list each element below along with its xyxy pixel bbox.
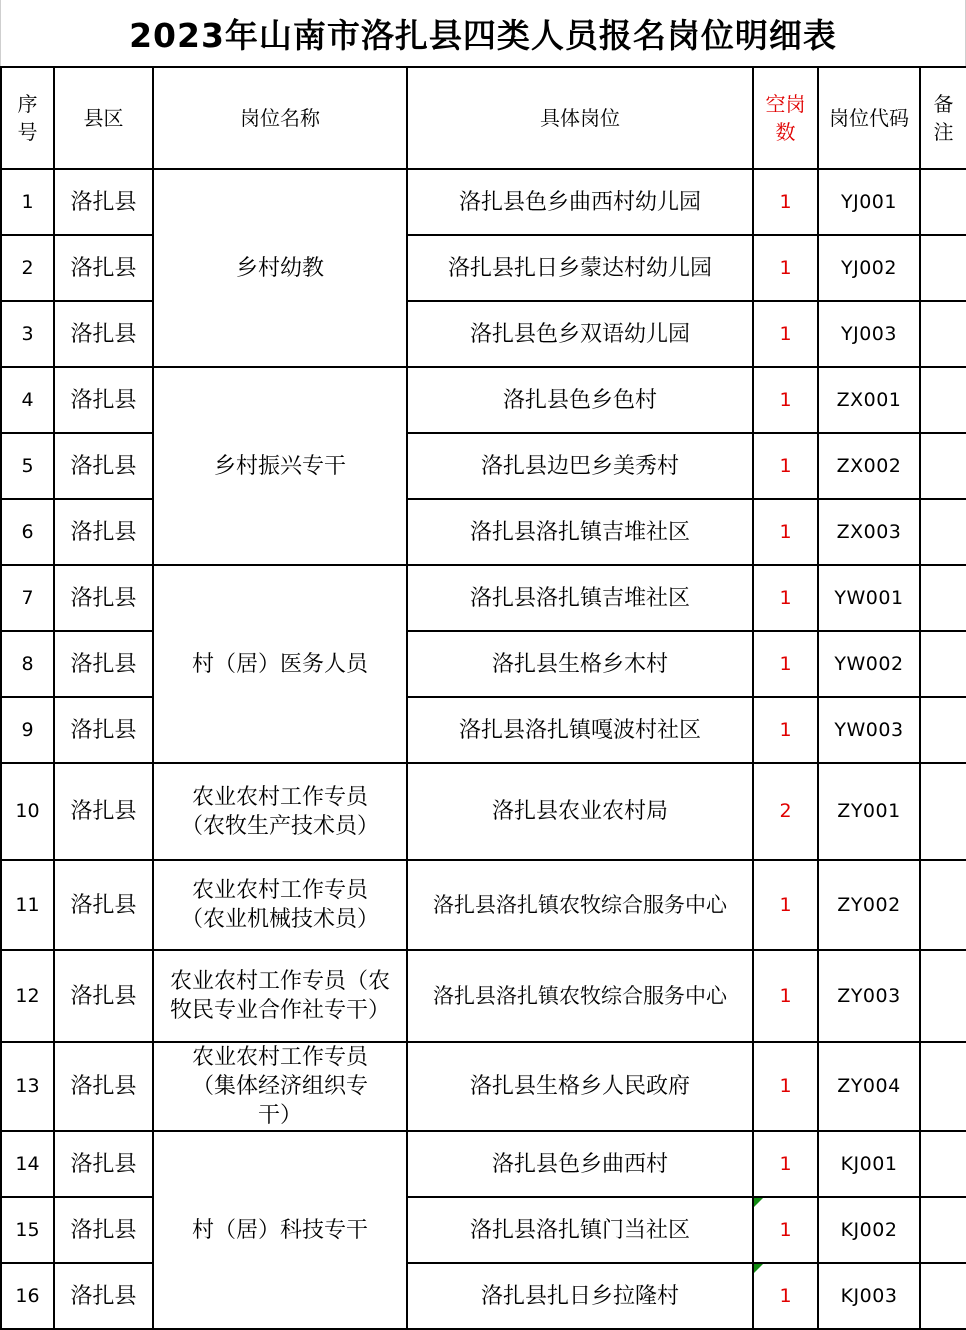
cell-vacancies: 1 <box>753 950 818 1042</box>
table-row <box>1 235 966 301</box>
cell-remark <box>920 301 966 367</box>
cell-code: YW002 <box>818 631 920 697</box>
table-title: 2023年山南市洛扎县四类人员报名岗位明细表 <box>0 0 966 66</box>
cell-remark <box>920 1042 966 1131</box>
table-row <box>1 631 966 697</box>
cell-position: 洛扎县洛扎镇农牧综合服务中心 <box>407 950 753 1042</box>
positions-table <box>0 66 966 1330</box>
cell-remark <box>920 631 966 697</box>
cell-county: 洛扎县 <box>54 1197 153 1263</box>
cell-remark <box>920 1263 966 1329</box>
cell-county: 洛扎县 <box>54 367 153 433</box>
cell-seq: 10 <box>1 763 54 860</box>
cell-code: YJ001 <box>818 169 920 235</box>
table-row <box>1 499 966 565</box>
header-row <box>1 67 966 169</box>
cell-county: 洛扎县 <box>54 235 153 301</box>
table-row <box>1 697 966 763</box>
cell-remark <box>920 763 966 860</box>
cell-position: 洛扎县色乡曲西村 <box>407 1131 753 1197</box>
cell-seq: 16 <box>1 1263 54 1329</box>
cell-remark <box>920 367 966 433</box>
cell-position: 洛扎县洛扎镇吉堆社区 <box>407 565 753 631</box>
cell-code: ZX001 <box>818 367 920 433</box>
cell-remark <box>920 565 966 631</box>
cell-code: YJ003 <box>818 301 920 367</box>
cell-vacancies: 1 <box>753 235 818 301</box>
cell-remark <box>920 499 966 565</box>
cell-position: 洛扎县洛扎镇嘎波村社区 <box>407 697 753 763</box>
cell-code: YW001 <box>818 565 920 631</box>
cell-county: 洛扎县 <box>54 763 153 860</box>
cell-vacancies: 1 <box>753 367 818 433</box>
cell-position: 洛扎县生格乡人民政府 <box>407 1042 753 1131</box>
cell-position: 洛扎县农业农村局 <box>407 763 753 860</box>
table-row <box>1 950 966 1042</box>
cell-vacancies: 1 <box>753 565 818 631</box>
cell-post-name: 农业农村工作专员（农业机械技术员） <box>153 860 407 950</box>
table-row <box>1 860 966 950</box>
header-seq: 序号 <box>1 67 54 169</box>
cell-seq: 15 <box>1 1197 54 1263</box>
cell-seq: 9 <box>1 697 54 763</box>
cell-county: 洛扎县 <box>54 499 153 565</box>
table-row <box>1 763 966 860</box>
cell-vacancies: 1 <box>753 1131 818 1197</box>
cell-remark <box>920 433 966 499</box>
cell-post-name: 乡村幼教 <box>153 169 407 367</box>
cell-remark <box>920 860 966 950</box>
cell-seq: 12 <box>1 950 54 1042</box>
header-post-name: 岗位名称 <box>153 67 407 169</box>
cell-position: 洛扎县生格乡木村 <box>407 631 753 697</box>
cell-vacancies-value: 1 <box>779 1218 792 1241</box>
cell-seq: 13 <box>1 1042 54 1131</box>
cell-vacancies: 2 <box>753 763 818 860</box>
cell-county: 洛扎县 <box>54 631 153 697</box>
cell-vacancies: 1 <box>753 1042 818 1131</box>
cell-post-name: 农业农村工作专员（农牧民专业合作社专干） <box>153 950 407 1042</box>
cell-county: 洛扎县 <box>54 950 153 1042</box>
table-row <box>1 169 966 235</box>
cell-position: 洛扎县边巴乡美秀村 <box>407 433 753 499</box>
cell-county: 洛扎县 <box>54 433 153 499</box>
cell-code: YW003 <box>818 697 920 763</box>
cell-vacancies: 1 <box>753 860 818 950</box>
cell-county: 洛扎县 <box>54 1263 153 1329</box>
header-remark: 备注 <box>920 67 966 169</box>
cell-position: 洛扎县洛扎镇门当社区 <box>407 1197 753 1263</box>
cell-vacancies: 1 <box>753 301 818 367</box>
cell-position: 洛扎县色乡双语幼儿园 <box>407 301 753 367</box>
cell-position: 洛扎县洛扎镇吉堆社区 <box>407 499 753 565</box>
table-row <box>1 367 966 433</box>
cell-vacancies: 1 <box>753 169 818 235</box>
cell-remark <box>920 1131 966 1197</box>
cell-vacancies <box>753 1263 818 1329</box>
cell-post-name: 乡村振兴专干 <box>153 367 407 565</box>
table-row <box>1 1042 966 1131</box>
header-county: 县区 <box>54 67 153 169</box>
cell-county: 洛扎县 <box>54 169 153 235</box>
cell-county: 洛扎县 <box>54 1131 153 1197</box>
cell-position: 洛扎县色乡曲西村幼儿园 <box>407 169 753 235</box>
cell-seq: 3 <box>1 301 54 367</box>
cell-post-name: 农业农村工作专员（集体经济组织专干） <box>153 1042 407 1131</box>
cell-county: 洛扎县 <box>54 860 153 950</box>
cell-county: 洛扎县 <box>54 697 153 763</box>
cell-code: KJ003 <box>818 1263 920 1329</box>
cell-remark <box>920 169 966 235</box>
cell-position: 洛扎县扎日乡拉隆村 <box>407 1263 753 1329</box>
cell-code: KJ001 <box>818 1131 920 1197</box>
cell-post-name: 农业农村工作专员（农牧生产技术员） <box>153 763 407 860</box>
header-position: 具体岗位 <box>407 67 753 169</box>
cell-seq: 4 <box>1 367 54 433</box>
table-row <box>1 1131 966 1197</box>
cell-vacancies <box>753 1197 818 1263</box>
cell-county: 洛扎县 <box>54 301 153 367</box>
cell-remark <box>920 697 966 763</box>
cell-remark <box>920 1197 966 1263</box>
cell-seq: 8 <box>1 631 54 697</box>
table-row <box>1 1197 966 1263</box>
cell-seq: 11 <box>1 860 54 950</box>
cell-position: 洛扎县扎日乡蒙达村幼儿园 <box>407 235 753 301</box>
cell-county: 洛扎县 <box>54 565 153 631</box>
cell-post-name: 村（居）医务人员 <box>153 565 407 763</box>
header-vacancies: 空岗数 <box>753 67 818 169</box>
cell-remark <box>920 235 966 301</box>
cell-seq: 7 <box>1 565 54 631</box>
cell-code: ZX003 <box>818 499 920 565</box>
cell-seq: 14 <box>1 1131 54 1197</box>
cell-flag-icon <box>754 1264 763 1273</box>
table-row <box>1 433 966 499</box>
cell-position: 洛扎县洛扎镇农牧综合服务中心 <box>407 860 753 950</box>
cell-seq: 6 <box>1 499 54 565</box>
cell-code: ZY003 <box>818 950 920 1042</box>
cell-vacancies: 1 <box>753 499 818 565</box>
cell-position: 洛扎县色乡色村 <box>407 367 753 433</box>
cell-code: ZX002 <box>818 433 920 499</box>
cell-flag-icon <box>754 1198 763 1207</box>
header-code: 岗位代码 <box>818 67 920 169</box>
cell-remark <box>920 950 966 1042</box>
cell-post-name: 村（居）科技专干 <box>153 1131 407 1329</box>
cell-vacancies: 1 <box>753 697 818 763</box>
cell-seq: 2 <box>1 235 54 301</box>
cell-seq: 5 <box>1 433 54 499</box>
cell-seq: 1 <box>1 169 54 235</box>
table-row <box>1 1263 966 1329</box>
table-row <box>1 301 966 367</box>
cell-code: ZY004 <box>818 1042 920 1131</box>
cell-code: KJ002 <box>818 1197 920 1263</box>
cell-vacancies-value: 1 <box>779 1284 792 1307</box>
cell-code: YJ002 <box>818 235 920 301</box>
cell-vacancies: 1 <box>753 433 818 499</box>
table-row <box>1 565 966 631</box>
cell-code: ZY001 <box>818 763 920 860</box>
cell-code: ZY002 <box>818 860 920 950</box>
cell-vacancies: 1 <box>753 631 818 697</box>
cell-county: 洛扎县 <box>54 1042 153 1131</box>
